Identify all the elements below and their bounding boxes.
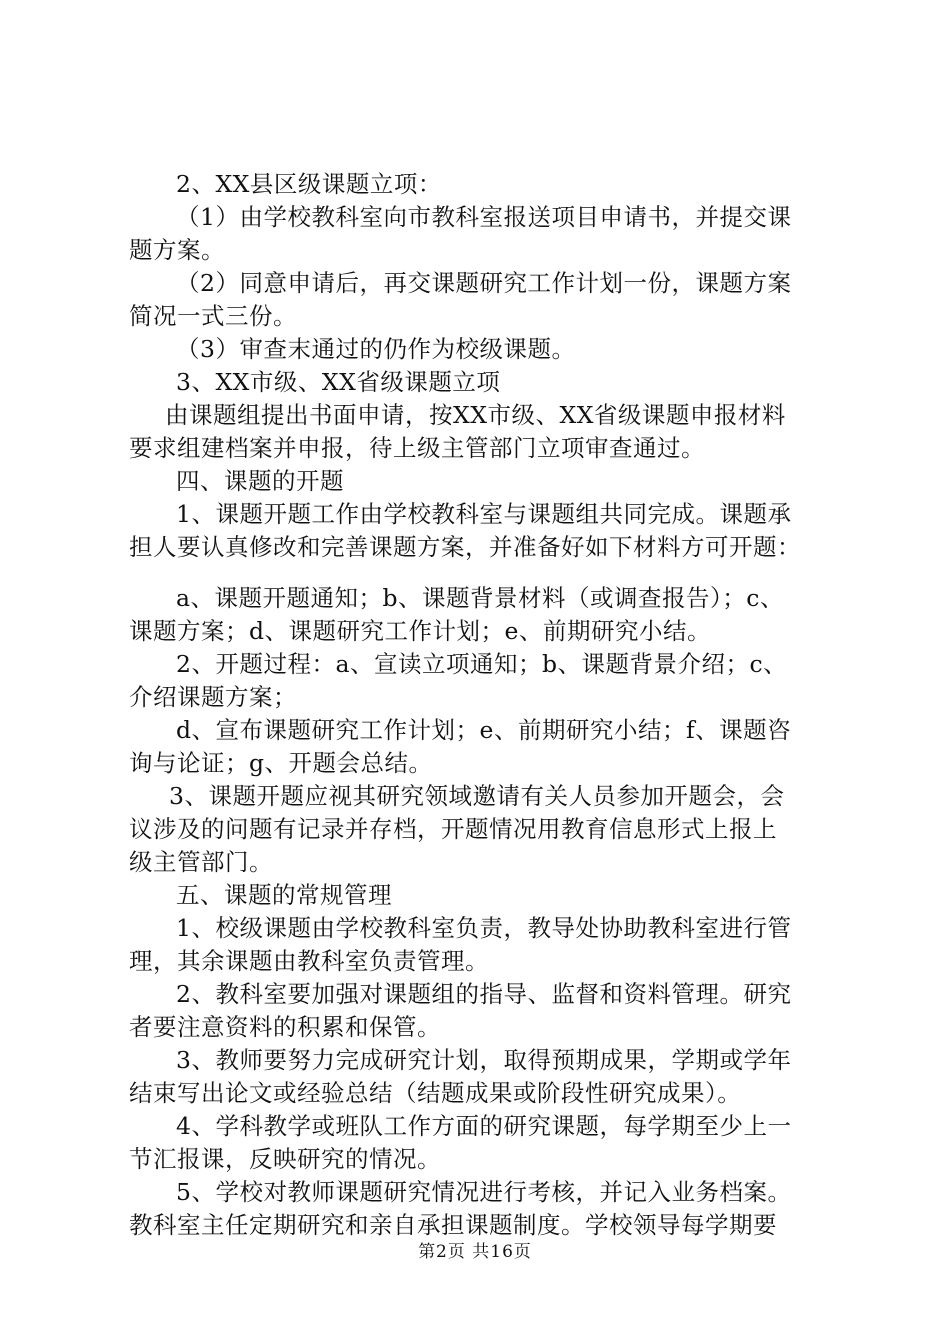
paragraph-line: 者要注意资料的积累和保管。 (129, 1013, 441, 1041)
paragraph-line: 结束写出论文或经验总结（结题成果或阶段性研究成果）。 (129, 1079, 742, 1107)
paragraph-line: 2、教科室要加强对课题组的指导、监督和资料管理。研究 (176, 980, 792, 1008)
paragraph-line: 1、课题开题工作由学校教科室与课题组共同完成。课题承 (176, 500, 792, 528)
paragraph-line: 理，其余课题由教科室负责管理。 (129, 947, 489, 975)
paragraph-line: 2、开题过程：a、宣读立项通知；b、课题背景介绍；c、 (176, 650, 788, 678)
paragraph-line: 课题方案；d、课题研究工作计划；e、前期研究小结。 (129, 617, 711, 645)
paragraph-gap (129, 564, 839, 582)
paragraph-line: 级主管部门。 (129, 848, 273, 876)
section-heading: 3、XX市级、XX省级课题立项 (176, 368, 501, 396)
paragraph-line: d、宣布课题研究工作计划；e、前期研究小结；f、课题咨 (176, 716, 792, 744)
paragraph-line: 由课题组提出书面申请，按XX市级、XX省级课题申报材料 (165, 401, 786, 429)
paragraph-line: 介绍课题方案； (129, 683, 297, 711)
paragraph-line: 议涉及的问题有记录并存档，开题情况用教育信息形式上报上 (129, 815, 777, 843)
paragraph-line: 5、学校对教师课题研究情况进行考核，并记入业务档案。 (176, 1178, 792, 1206)
section-heading: 五、课题的常规管理 (176, 881, 392, 909)
paragraph-line: 教科室主任定期研究和亲自承担课题制度。学校领导每学期要 (129, 1211, 777, 1239)
paragraph-line: 简况一式三份。 (129, 302, 297, 330)
paragraph-line: 题方案。 (129, 236, 225, 264)
paragraph-line: a、课题开题通知；b、课题背景材料（或调查报告）；c、 (176, 584, 784, 612)
paragraph-line: （3）审查末通过的仍作为校级课题。 (176, 335, 576, 363)
paragraph-line: （2）同意申请后，再交课题研究工作计划一份，课题方案 (176, 269, 792, 297)
page-number: 第2页 共16页 (418, 1242, 532, 1262)
paragraph-line: 节汇报课，反映研究的情况。 (129, 1145, 441, 1173)
paragraph-line: 2、XX县区级课题立项： (176, 170, 442, 198)
paragraph-line: （1）由学校教科室向市教科室报送项目申请书，并提交课 (176, 203, 792, 231)
paragraph-line: 询与论证；g、开题会总结。 (129, 749, 433, 777)
section-heading: 四、课题的开题 (176, 467, 344, 495)
paragraph-line: 要求组建档案并申报，待上级主管部门立项审查通过。 (129, 434, 705, 462)
paragraph-line: 3、课题开题应视其研究领域邀请有关人员参加开题会，会 (169, 782, 785, 810)
paragraph-line: 4、学科教学或班队工作方面的研究课题，每学期至少上一 (176, 1112, 792, 1140)
document-body (129, 168, 839, 1242)
paragraph-line: 1、校级课题由学校教科室负责，教导处协助教科室进行管 (176, 914, 792, 942)
paragraph-line: 担人要认真修改和完善课题方案，并准备好如下材料方可开题： (129, 533, 801, 561)
paragraph-line: 3、教师要努力完成研究计划，取得预期成果，学期或学年 (176, 1046, 792, 1074)
